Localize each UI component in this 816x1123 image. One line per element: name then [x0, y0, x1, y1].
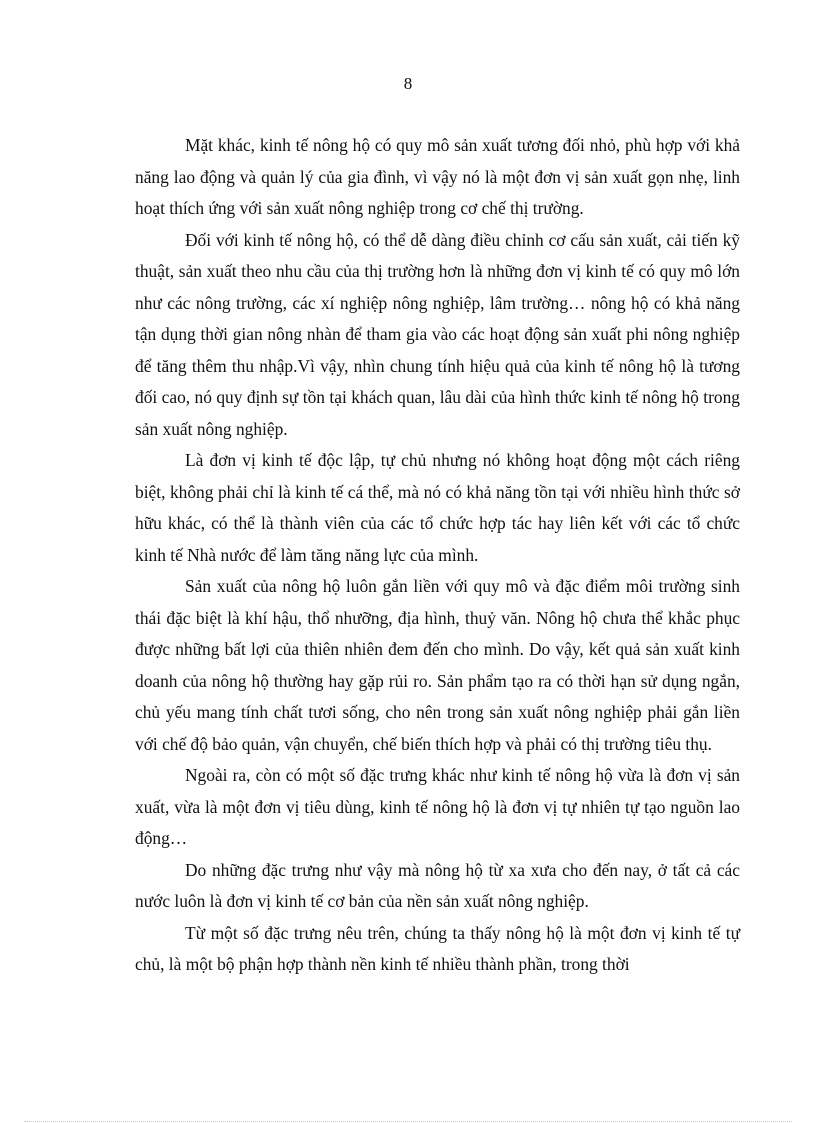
paragraph: Mặt khác, kinh tế nông hộ có quy mô sản xuất tương đối nhỏ, phù hợp với khả năng lao động và quản lý của gia đình, vì vậy nó là một đơn vị sản xuất gọn nhẹ, linh hoạt thích ứng với sản xuất nông nghiệp trong cơ chế thị trường.	[135, 135, 740, 218]
page-number: 8	[403, 74, 413, 93]
paragraph: Đối với kinh tế nông hộ, có thể dễ dàng điều chỉnh cơ cấu sản xuất, cải tiến kỹ thuật, sản xuất theo nhu cầu của thị trường hơn là những đơn vị kinh tế có quy mô lớn như các nông trường, các xí nghiệp nông nghiệp, lâm trường… nông hộ có khả năng tận dụng thời gian nông nhàn để tham gia vào các hoạt động sản xuất phi nông nghiệp để tăng thêm thu nhập.Vì vậy, nhìn chung tính hiệu quả của kinh tế nông hộ là tương đối cao, nó quy định sự tồn tại khách quan, lâu dài của hình thức kinh tế nông hộ trong sản xuất nông nghiệp.	[135, 229, 740, 439]
paragraph: Do những đặc trưng như vậy mà nông hộ từ xa xưa cho đến nay, ở tất cả các nước luôn là đơn vị kinh tế cơ bản của nền sản xuất nông nghiệp.	[135, 859, 740, 911]
paragraph: Từ một số đặc trưng nêu trên, chúng ta thấy nông hộ là một đơn vị kinh tế tự chủ, là một bộ phận hợp thành nền kinh tế nhiều thành phần, trong thời	[135, 922, 740, 974]
paragraph: Sản xuất của nông hộ luôn gắn liền với quy mô và đặc điểm môi trường sinh thái đặc biệt là khí hậu, thổ nhưỡng, địa hình, thuỷ văn. Nông hộ chưa thể khắc phục được những bất lợi của thiên nhiên đem đến cho mình. Do vậy, kết quả sản xuất kinh doanh của nông hộ thường hay gặp rủi ro. Sản phẩm tạo ra có thời hạn sử dụng ngắn, chủ yếu mang tính chất tươi sống, cho nên trong sản xuất nông nghiệp phải gắn liền với chế độ bảo quản, vận chuyển, chế biến thích hợp và phải có thị trường tiêu thụ.	[135, 576, 740, 754]
document-body	[135, 130, 740, 981]
paragraph: Là đơn vị kinh tế độc lập, tự chủ nhưng nó không hoạt động một cách riêng biệt, không phải chỉ là kinh tế cá thể, mà nó có khả năng tồn tại với nhiều hình thức sở hữu khác, có thể là thành viên của các tổ chức hợp tác hay liên kết với các tổ chức kinh tế Nhà nước để làm tăng năng lực của mình.	[135, 450, 740, 565]
page-bottom-divider	[24, 1121, 792, 1122]
paragraph: Ngoài ra, còn có một số đặc trưng khác như kinh tế nông hộ vừa là đơn vị sản xuất, vừa là một đơn vị tiêu dùng, kinh tế nông hộ là đơn vị tự nhiên tự tạo nguồn lao động…	[135, 765, 740, 848]
